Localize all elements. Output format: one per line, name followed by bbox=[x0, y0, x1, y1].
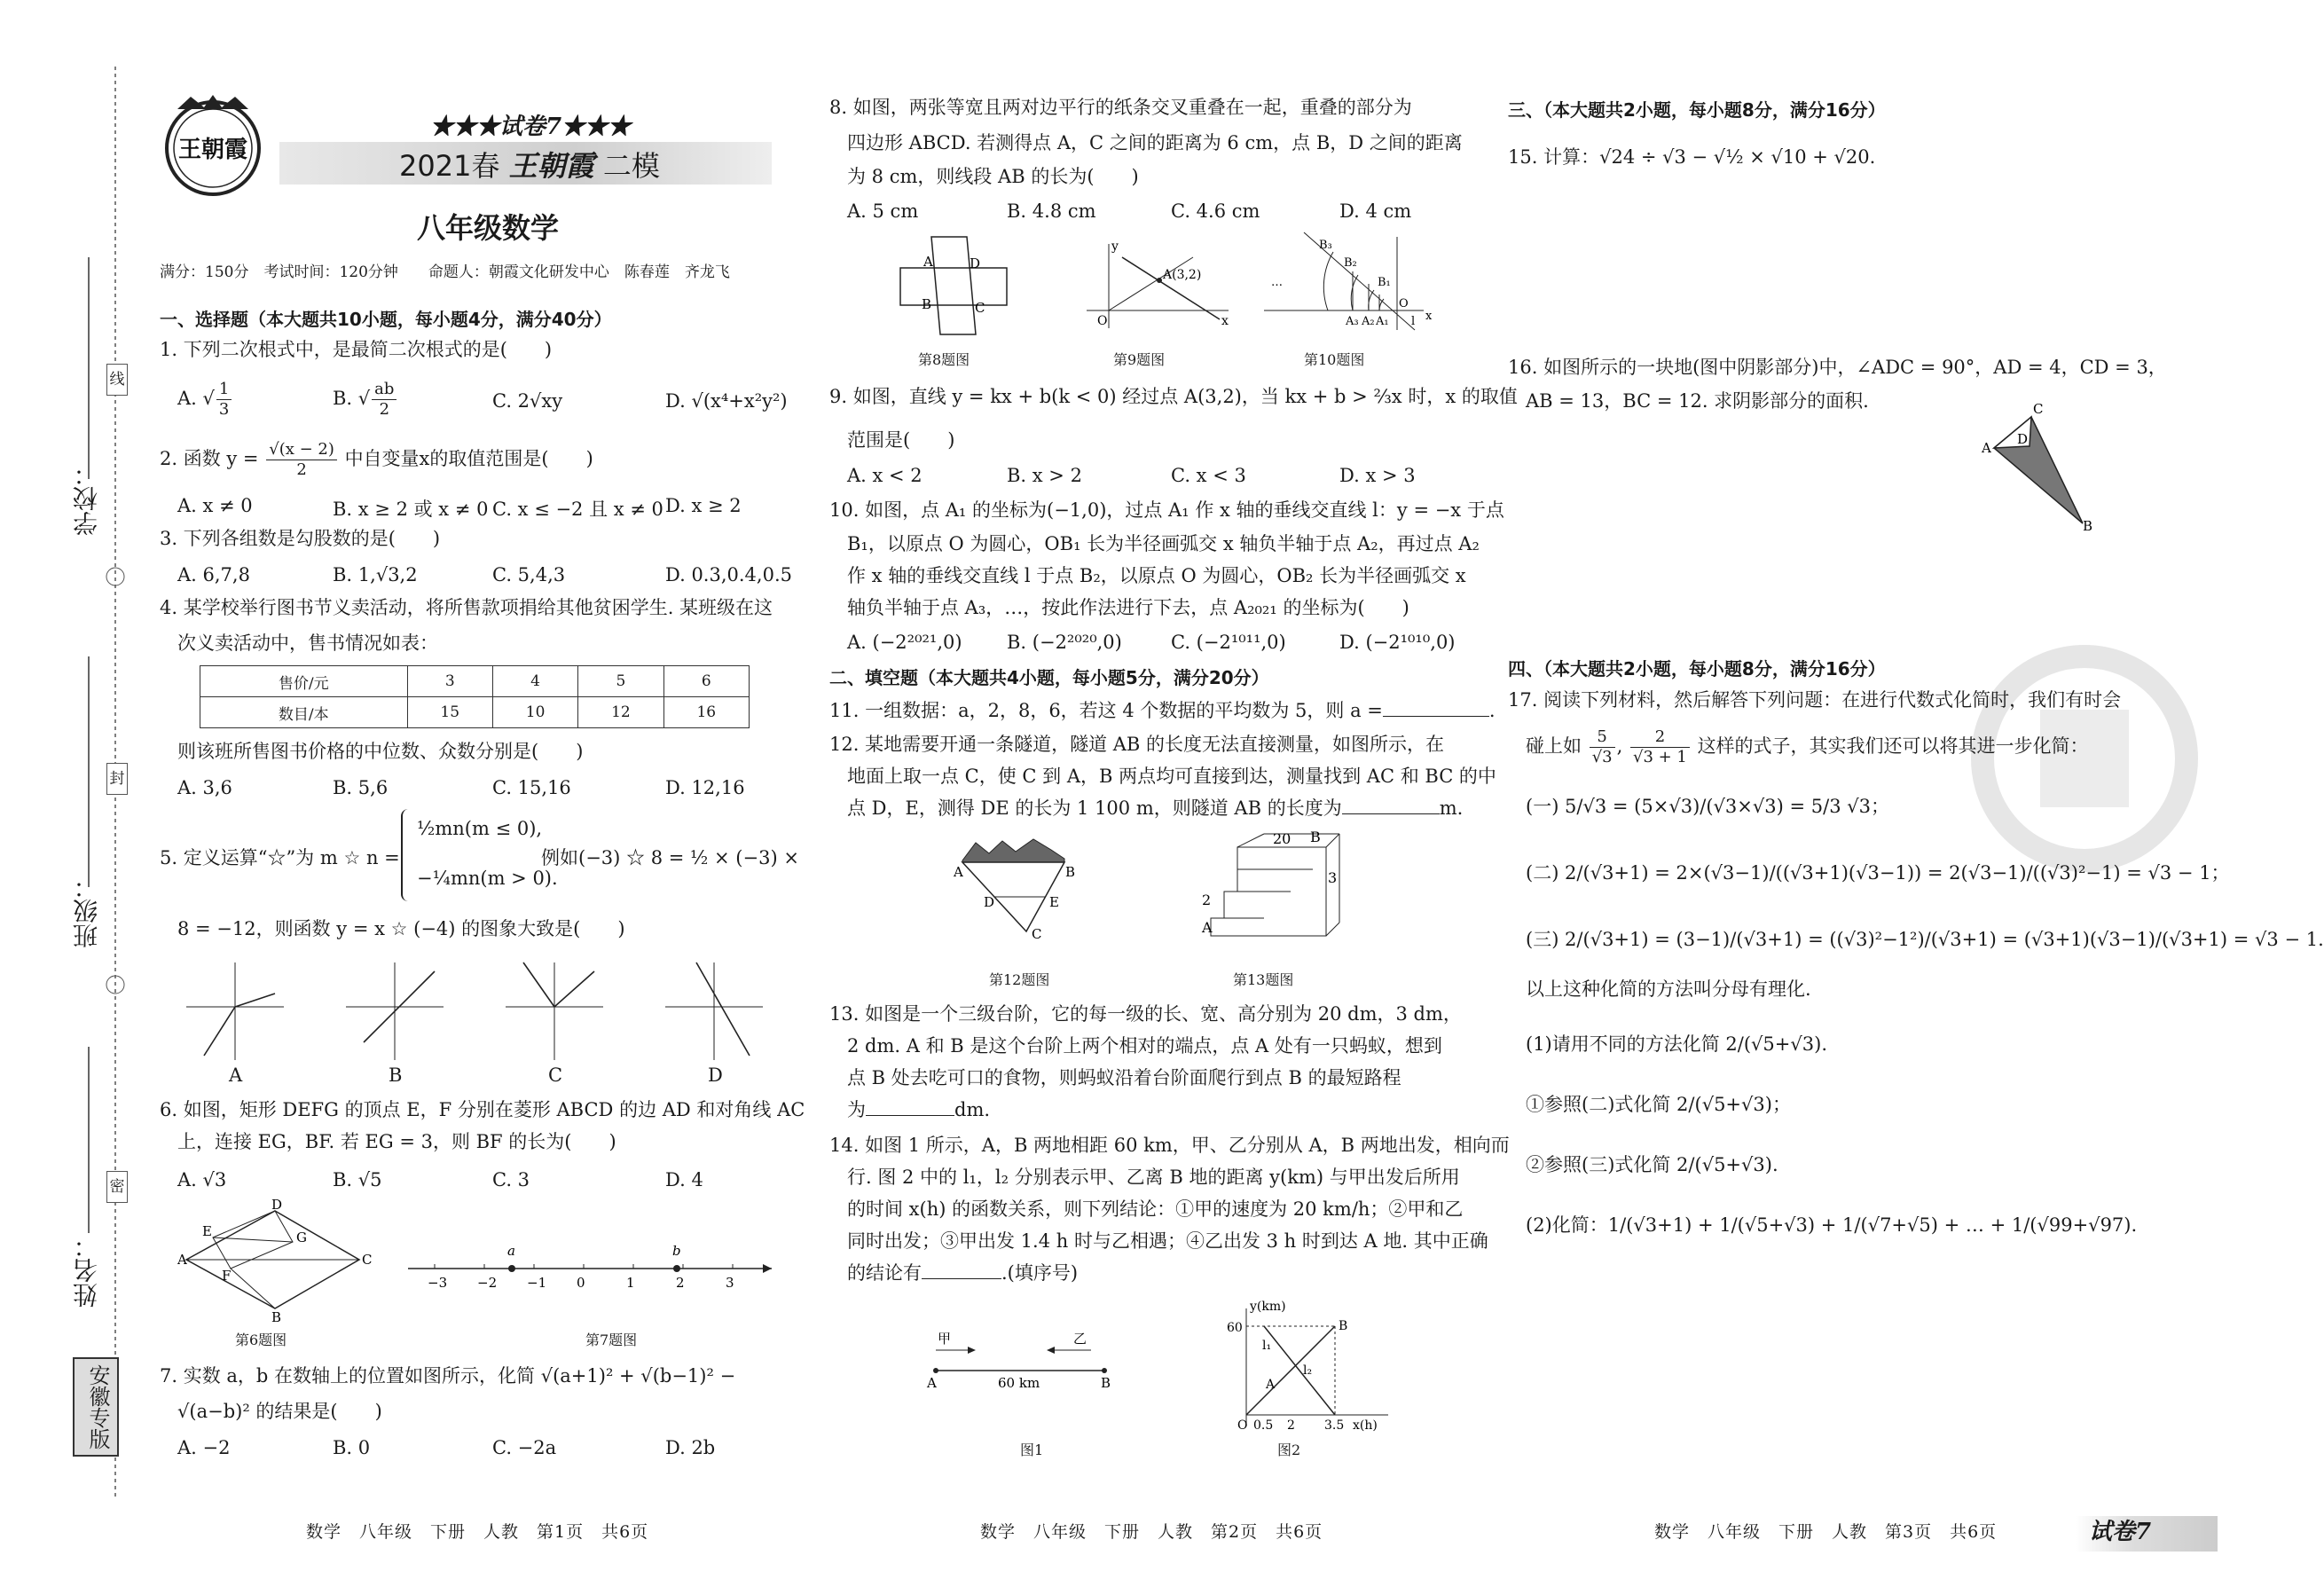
svg-text:D: D bbox=[2017, 431, 2029, 447]
figure-7-number-line bbox=[408, 1237, 781, 1300]
question-14-line-5: 的结论有 .(填序号) bbox=[847, 1256, 1078, 1290]
q5-graph-b bbox=[346, 962, 444, 1060]
figure-14-distance-graph bbox=[1220, 1300, 1397, 1433]
question-10-line-4: 轴负半轴于点 A₃，…，按此作法进行下去，点 A₂₀₂₁ 的坐标为( ) bbox=[847, 597, 1409, 618]
svg-text:A: A bbox=[954, 864, 963, 880]
q2-option-c: C. x ≤ −2 且 x ≠ 0 bbox=[492, 499, 663, 520]
q4-option-c: C. 15,16 bbox=[492, 777, 571, 798]
seal-mark-feng: 封 bbox=[106, 763, 128, 795]
section-3-heading: 三、（本大题共2小题，每小题8分，满分16分） bbox=[1508, 99, 1886, 121]
q5-case-brace bbox=[401, 809, 412, 901]
number-line-label: −3 bbox=[428, 1275, 448, 1291]
question-13-line-3: 点 B 处去吃可口的食物，则蚂蚁沿着台阶面爬行到点 B 的最短路程 bbox=[847, 1067, 1401, 1088]
page-3-footer: 数学 八年级 下册 人教 第3页 共6页 bbox=[1654, 1522, 1998, 1542]
question-10-line-1: 10. 如图，点 A₁ 的坐标为(−1,0)，过点 A₁ 作 x 轴的垂线交直线 l：y = −x 于点 bbox=[829, 499, 1504, 521]
section-1-heading: 一、选择题（本大题共10小题，每小题4分，满分40分） bbox=[160, 309, 612, 330]
school-label: 学校： bbox=[72, 461, 101, 536]
svg-text:A: A bbox=[1266, 1378, 1276, 1392]
svg-text:B: B bbox=[1065, 864, 1076, 880]
figure-16-shaded-land bbox=[1978, 399, 2102, 532]
svg-text:F: F bbox=[222, 1268, 232, 1284]
question-11: 11. 一组数据：a，2，8，6，若这 4 个数据的平均数为 5，则 a = . bbox=[829, 694, 1496, 727]
number-line-label: 3 bbox=[726, 1275, 734, 1291]
table-cell: 6 bbox=[663, 666, 749, 697]
figure-1-caption: 图1 bbox=[1020, 1442, 1044, 1458]
svg-text:乙: 乙 bbox=[1073, 1331, 1087, 1347]
svg-text:C: C bbox=[2033, 401, 2044, 417]
q3-option-d: D. 0.3,0.4,0.5 bbox=[665, 564, 792, 585]
question-12-line-3: 点 D，E，测得 DE 的长为 1 100 m，则隧道 AB 的长度为 m. bbox=[847, 791, 1463, 825]
q9-option-b: B. x > 2 bbox=[1007, 465, 1082, 486]
figure-12-tunnel bbox=[954, 834, 1078, 940]
q5-case-2: −¼mn(m > 0). bbox=[417, 868, 558, 889]
svg-text:A: A bbox=[927, 1375, 937, 1391]
q14-answer-blank[interactable] bbox=[922, 1259, 1001, 1279]
svg-text:B: B bbox=[1339, 1319, 1348, 1333]
number-line-label: 2 bbox=[676, 1275, 685, 1291]
question-5-line-1b: 例如(−3) ☆ 8 = ½ × (−3) × bbox=[541, 847, 799, 868]
figure-13-steps bbox=[1202, 829, 1344, 949]
svg-text:2: 2 bbox=[1287, 1418, 1295, 1433]
svg-text:x: x bbox=[1221, 314, 1229, 328]
q10-option-a: A. (−2²⁰²¹,0) bbox=[847, 632, 962, 653]
seal-mark-mi: 密 bbox=[106, 1171, 128, 1203]
figure-9-caption: 第9题图 bbox=[1113, 351, 1166, 368]
question-10-line-3: 作 x 轴的垂线交直线 l 于点 B₂，以原点 O 为圆心，OB₂ 长为半径画弧交 x bbox=[847, 565, 1466, 586]
q5-option-b: B bbox=[389, 1065, 403, 1086]
q5-graph-options bbox=[177, 954, 798, 1087]
svg-text:x: x bbox=[1425, 310, 1433, 323]
q10-option-c: C. (−2¹⁰¹¹,0) bbox=[1171, 632, 1286, 653]
series-tag: ★★★试卷7★★★ bbox=[430, 114, 632, 140]
svg-text:20: 20 bbox=[1273, 830, 1292, 847]
question-17-part-1a: ①参照(二)式化简 2/(√5+√3)； bbox=[1526, 1094, 1791, 1115]
svg-text:2: 2 bbox=[1202, 892, 1212, 908]
q2-option-d: D. x ≥ 2 bbox=[665, 495, 742, 516]
svg-text:A: A bbox=[923, 254, 933, 270]
page-1 bbox=[151, 0, 807, 1587]
question-17-part-1b: ②参照(三)式化简 2/(√5+√3). bbox=[1526, 1154, 1778, 1175]
q1-option-c: C. 2√xy bbox=[492, 390, 563, 412]
question-16-line-2: AB = 13，BC = 12. 求阴影部分的面积. bbox=[1526, 390, 1869, 412]
q5-graph-a bbox=[186, 962, 284, 1060]
q8-option-a: A. 5 cm bbox=[847, 200, 919, 222]
question-16-line-1: 16. 如图所示的一块地(图中阴影部分)中，∠ADC = 90°，AD = 4，CD = 3， bbox=[1508, 357, 2167, 378]
svg-text:E: E bbox=[202, 1223, 212, 1239]
svg-text:B: B bbox=[2083, 518, 2093, 534]
page-1-footer: 数学 八年级 下册 人教 第1页 共6页 bbox=[306, 1522, 649, 1542]
svg-text:b: b bbox=[672, 1243, 681, 1259]
brand-logo bbox=[151, 93, 275, 200]
svg-text:G: G bbox=[296, 1230, 307, 1245]
svg-text:甲: 甲 bbox=[938, 1331, 952, 1347]
question-17-part-1: (1)请用不同的方法化简 2/(√5+√3). bbox=[1526, 1033, 1827, 1055]
svg-text:B: B bbox=[922, 296, 932, 312]
svg-text:B₁: B₁ bbox=[1378, 276, 1391, 289]
svg-text:C: C bbox=[975, 300, 985, 316]
page-title bbox=[399, 144, 660, 185]
q9-option-d: D. x > 3 bbox=[1339, 465, 1416, 486]
q5-graph-d bbox=[665, 962, 763, 1060]
question-6-line-1: 6. 如图，矩形 DEFG 的顶点 E，F 分别在菱形 ABCD 的边 AD 和对角线 AC bbox=[160, 1099, 805, 1120]
sales-table bbox=[200, 665, 750, 728]
svg-text:B: B bbox=[1310, 829, 1321, 845]
question-14-line-3: 的时间 x(h) 的函数关系，则下列结论：①甲的速度为 20 km/h；②甲和乙 bbox=[847, 1198, 1464, 1220]
title-brand: 王朝霞 bbox=[508, 149, 594, 183]
table-row bbox=[200, 666, 750, 697]
question-4-line-1: 4. 某学校举行图书节义卖活动，将所售款项捐给其他贫困学生. 某班级在这 bbox=[160, 597, 773, 618]
figure-10-arcs bbox=[1264, 232, 1441, 339]
page-3 bbox=[1508, 0, 2324, 1587]
q3-option-c: C. 5,4,3 bbox=[492, 564, 566, 585]
q13-answer-blank[interactable] bbox=[866, 1096, 954, 1116]
question-14-line-4: 同时出发；③甲出发 1.4 h 时与乙相遇；④乙出发 3 h 时到达 A 地. 其中正确 bbox=[847, 1230, 1488, 1252]
q3-option-a: A. 6,7,8 bbox=[177, 564, 250, 585]
figure-2-caption: 图2 bbox=[1277, 1442, 1301, 1458]
q7-option-a: A. −2 bbox=[177, 1437, 231, 1458]
question-8-line-2: 四边形 ABCD. 若测得点 A，C 之间的距离为 6 cm，点 B，D 之间的距离 bbox=[847, 132, 1463, 153]
q4-option-d: D. 12,16 bbox=[665, 777, 745, 798]
question-6-line-2: 上，连接 EG，BF. 若 EG = 3，则 BF 的长为( ) bbox=[177, 1131, 616, 1152]
question-4-line-3: 则该班所售图书价格的中位数、众数分别是( ) bbox=[177, 741, 584, 762]
question-9-line-1: 9. 如图，直线 y = kx + b(k < 0) 经过点 A(3,2)，当 kx + b > ⅔x 时，x 的取值 bbox=[829, 386, 1518, 407]
q5-case-1: ½mn(m ≤ 0), bbox=[417, 818, 543, 839]
svg-text:A₃: A₃ bbox=[1346, 315, 1359, 328]
name-label: 姓名： bbox=[72, 1233, 101, 1308]
svg-text:D: D bbox=[271, 1197, 283, 1213]
q6-option-c: C. 3 bbox=[492, 1169, 530, 1190]
q8-option-b: B. 4.8 cm bbox=[1007, 200, 1096, 222]
question-9-line-2: 范围是( ) bbox=[847, 429, 955, 451]
title-suffix: 二模 bbox=[602, 149, 660, 183]
logo-text: 王朝霞 bbox=[177, 137, 248, 163]
question-12-line-1: 12. 某地需要开通一条隧道，隧道 AB 的长度无法直接测量，如图所示，在 bbox=[829, 734, 1445, 755]
q6-option-b: B. √5 bbox=[333, 1169, 382, 1190]
svg-text:D: D bbox=[970, 255, 981, 271]
figure-9-line-graph bbox=[1087, 240, 1237, 337]
q10-option-d: D. (−2¹⁰¹⁰,0) bbox=[1339, 632, 1456, 653]
svg-text:60: 60 bbox=[1227, 1321, 1243, 1335]
question-17-step-3: (三) 2/(√3+1) = (3−1)/(√3+1) = ((√3)²−1²)/(√3+1) = (√3+1)(√3−1)/(√3+1) = √3 − 1. bbox=[1526, 929, 2324, 950]
question-2: 2. 函数 y = $\frac{√(x - 2)}{2}$ 中自变量x的取值范围是( ) bbox=[160, 440, 593, 479]
q4-option-a: A. 3,6 bbox=[177, 777, 232, 798]
svg-text:l: l bbox=[1411, 315, 1416, 328]
question-12-line-2: 地面上取一点 C，使 C 到 A，B 两点均可直接到达，测量找到 AC 和 BC 的中 bbox=[847, 766, 1496, 787]
figure-8-paper-strips bbox=[900, 232, 1016, 339]
table-cell: 3 bbox=[407, 666, 492, 697]
q12-answer-blank[interactable] bbox=[1342, 794, 1440, 814]
figure-7-caption: 第7题图 bbox=[585, 1332, 638, 1348]
table-header: 数目/本 bbox=[200, 697, 408, 728]
q2-option-a: A. x ≠ 0 bbox=[177, 495, 253, 516]
q4-option-b: B. 5,6 bbox=[333, 777, 389, 798]
q7-option-b: B. 0 bbox=[333, 1437, 371, 1458]
figure-8-caption: 第8题图 bbox=[918, 351, 970, 368]
table-cell: 10 bbox=[492, 697, 577, 728]
table-cell: 15 bbox=[407, 697, 492, 728]
exam-tag: 试卷7 bbox=[2089, 1519, 2152, 1545]
svg-text:D: D bbox=[984, 894, 995, 910]
section-4-heading: 四、（本大题共2小题，每小题8分，满分16分） bbox=[1508, 658, 1886, 680]
question-13-line-1: 13. 如图是一个三级台阶，它的每一级的长、宽、高分别为 20 dm，3 dm， bbox=[829, 1003, 1462, 1025]
q3-option-b: B. 1,√3,2 bbox=[333, 564, 418, 585]
figure-12-caption: 第12题图 bbox=[989, 971, 1050, 988]
q2-option-b: B. x ≥ 2 或 x ≠ 0 bbox=[333, 499, 489, 520]
q11-answer-blank[interactable] bbox=[1383, 696, 1489, 717]
table-row bbox=[200, 697, 750, 728]
page-2 bbox=[829, 0, 1518, 1587]
q1-option-b: B. √ $\frac{ab}{2}$ bbox=[333, 380, 398, 420]
q9-option-c: C. x < 3 bbox=[1171, 465, 1246, 486]
svg-text:C: C bbox=[362, 1252, 373, 1268]
svg-text:C: C bbox=[1032, 926, 1042, 942]
question-7-line-1: 7. 实数 a，b 在数轴上的位置如图所示，化简 √(a+1)² + √(b−1)² − bbox=[160, 1365, 736, 1387]
class-label: 班级： bbox=[72, 874, 101, 948]
q6-option-d: D. 4 bbox=[665, 1169, 703, 1190]
svg-text:A: A bbox=[1202, 919, 1213, 936]
question-15: 15. 计算：√24 ÷ √3 − √½ × √10 + √20. bbox=[1508, 146, 1876, 168]
svg-text:B: B bbox=[1101, 1375, 1111, 1391]
svg-text:E: E bbox=[1049, 894, 1059, 910]
question-10-line-2: B₁，以原点 O 为圆心，OB₁ 长为半径画弧交 x 轴负半轴于点 A₂，再过点 A₂ bbox=[847, 533, 1480, 554]
svg-text:O: O bbox=[1237, 1418, 1248, 1433]
title-year: 2021春 bbox=[399, 149, 500, 183]
table-cell: 5 bbox=[578, 666, 663, 697]
q1-option-a: A. √ $\frac{1}{3}$ bbox=[177, 380, 233, 420]
svg-text:A: A bbox=[1982, 440, 1991, 456]
question-17-part-2: (2)化简：1/(√3+1) + 1/(√5+√3) + 1/(√7+√5) + … + 1/(√99+√97). bbox=[1526, 1214, 2138, 1236]
question-14-line-2: 行. 图 2 中的 l₁，l₂ 分别表示甲、乙离 B 地的距离 y(km) 与甲出发后所用 bbox=[847, 1167, 1460, 1188]
question-8-line-1: 8. 如图，两张等宽且两对边平行的纸条交叉重叠在一起，重叠的部分为 bbox=[829, 97, 1412, 118]
svg-text:A(3,2): A(3,2) bbox=[1163, 268, 1202, 282]
section-2-heading: 二、填空题（本大题共4小题，每小题5分，满分20分） bbox=[829, 667, 1269, 688]
q5-option-a: A bbox=[229, 1065, 243, 1086]
svg-text:B: B bbox=[271, 1309, 282, 1325]
table-cell: 12 bbox=[578, 697, 663, 728]
number-line-label: 1 bbox=[626, 1275, 635, 1291]
svg-text:60 km: 60 km bbox=[998, 1375, 1040, 1391]
question-17-line-2: 碰上如 $\frac{5}{√3}$ , $\frac{2}{√3 + 1}$ 这样的式子，其实我们还可以将其进一步化简： bbox=[1526, 727, 2089, 766]
question-8-line-3: 为 8 cm，则线段 AB 的长为( ) bbox=[847, 166, 1139, 187]
gutter-line bbox=[0, 0, 160, 1587]
q1-option-d: D. √(x⁴+x²y²) bbox=[665, 390, 788, 412]
question-13-line-4: 为 dm. bbox=[847, 1093, 990, 1127]
svg-text:l₂: l₂ bbox=[1303, 1363, 1313, 1378]
number-line-label: −2 bbox=[477, 1275, 498, 1291]
q8-option-d: D. 4 cm bbox=[1339, 200, 1412, 222]
question-3: 3. 下列各组数是勾股数的是( ) bbox=[160, 528, 441, 549]
svg-text:A₁: A₁ bbox=[1376, 315, 1389, 328]
question-17-line-1: 17. 阅读下列材料，然后解答下列问题：在进行代数式化简时，我们有时会 bbox=[1508, 689, 2122, 711]
subject-title: 八年级数学 bbox=[417, 211, 560, 245]
question-1: 1. 下列二次根式中，是最简二次根式的是( ) bbox=[160, 339, 553, 360]
exam-info: 满分：150分 考试时间：120分钟 命题人：朝霞文化研发中心 陈春莲 齐龙飞 bbox=[160, 263, 730, 281]
table-header: 售价/元 bbox=[200, 666, 408, 697]
figure-6-caption: 第6题图 bbox=[235, 1332, 287, 1348]
figure-13-caption: 第13题图 bbox=[1233, 971, 1294, 988]
q5-option-d: D bbox=[708, 1065, 723, 1086]
svg-text:y: y bbox=[1111, 240, 1119, 254]
question-7-line-2: √(a−b)² 的结果是( ) bbox=[177, 1401, 382, 1422]
question-13-line-2: 2 dm. A 和 B 是这个台阶上两个相对的端点，点 A 处有一只蚂蚁，想到 bbox=[847, 1035, 1442, 1057]
svg-text:l₁: l₁ bbox=[1262, 1339, 1272, 1353]
q8-option-c: C. 4.6 cm bbox=[1171, 200, 1260, 222]
svg-text:x(h): x(h) bbox=[1353, 1418, 1378, 1433]
question-17-note: 以上这种化简的方法叫分母有理化. bbox=[1526, 978, 1811, 1000]
svg-text:a: a bbox=[507, 1243, 515, 1259]
seal-mark-xian: 线 bbox=[106, 364, 128, 396]
number-line-label: −1 bbox=[527, 1275, 547, 1291]
number-line-label: 0 bbox=[577, 1275, 585, 1291]
svg-text:3: 3 bbox=[1328, 869, 1338, 886]
svg-text:B₂: B₂ bbox=[1344, 256, 1357, 270]
q7-option-c: C. −2a bbox=[492, 1437, 557, 1458]
q9-option-a: A. x < 2 bbox=[847, 465, 923, 486]
svg-text:3.5: 3.5 bbox=[1324, 1418, 1345, 1433]
svg-text:0.5: 0.5 bbox=[1253, 1418, 1274, 1433]
figure-14-route bbox=[927, 1331, 1122, 1402]
question-14-line-1: 14. 如图 1 所示，A，B 两地相距 60 km，甲、乙分别从 A，B 两地出发，相向而 bbox=[829, 1135, 1510, 1156]
page-2-footer: 数学 八年级 下册 人教 第2页 共6页 bbox=[980, 1522, 1323, 1542]
svg-text:O: O bbox=[1399, 297, 1409, 310]
svg-text:y(km): y(km) bbox=[1250, 1300, 1286, 1314]
figure-10-caption: 第10题图 bbox=[1304, 351, 1365, 368]
q10-option-b: B. (−2²⁰²⁰,0) bbox=[1007, 632, 1122, 653]
figure-6-rhombus bbox=[177, 1197, 373, 1325]
question-4-line-2: 次义卖活动中，售书情况如表： bbox=[177, 632, 438, 654]
svg-text:A₂: A₂ bbox=[1362, 315, 1375, 328]
q7-option-d: D. 2b bbox=[665, 1437, 716, 1458]
q6-option-a: A. √3 bbox=[177, 1169, 227, 1190]
table-cell: 4 bbox=[492, 666, 577, 697]
question-17-step-1: (一) 5/√3 = (5×√3)/(√3×√3) = 5/3 √3； bbox=[1526, 796, 1889, 817]
q5-graph-c bbox=[506, 962, 603, 1060]
edition-badge: 安徽专版 bbox=[73, 1357, 119, 1457]
q5-option-c: C bbox=[548, 1065, 563, 1086]
svg-text:B₃: B₃ bbox=[1319, 239, 1332, 252]
svg-text:A: A bbox=[177, 1252, 187, 1268]
question-17-step-2: (二) 2/(√3+1) = 2×(√3−1)/((√3+1)(√3−1)) = 2(√3−1)/((√3)²−1) = √3 − 1； bbox=[1526, 862, 2230, 884]
svg-text:O: O bbox=[1097, 314, 1108, 328]
svg-text:…: … bbox=[1271, 276, 1283, 289]
question-5-line-2: 8 = −12，则函数 y = x ☆ (−4) 的图象大致是( ) bbox=[177, 918, 625, 939]
table-cell: 16 bbox=[663, 697, 749, 728]
question-5-line-1: 5. 定义运算“☆”为 m ☆ n = bbox=[160, 847, 400, 868]
